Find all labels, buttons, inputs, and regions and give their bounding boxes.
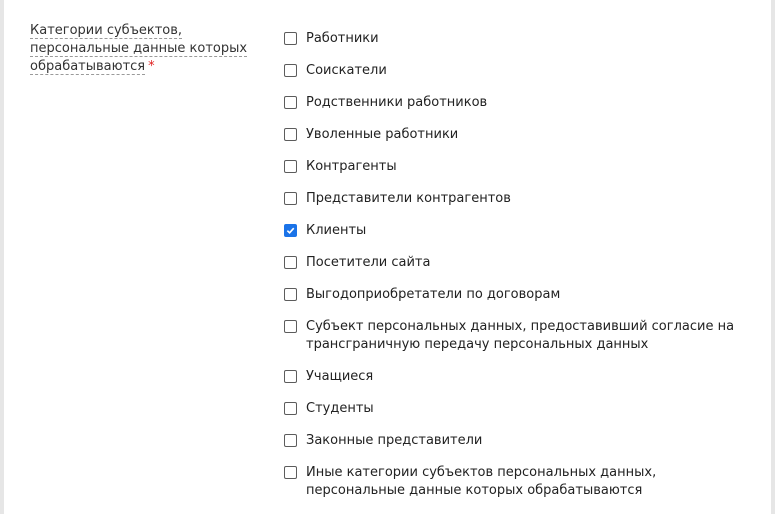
option-worker-relatives[interactable] (284, 94, 754, 112)
option-students[interactable] (284, 400, 754, 418)
checkbox-group (284, 30, 754, 514)
checkbox[interactable] (284, 288, 297, 301)
option-workers[interactable] (284, 30, 754, 48)
option-pupils[interactable] (284, 368, 754, 386)
option-label: Выгодоприобретатели по договорам (306, 287, 561, 302)
option-counterparty-representatives[interactable] (284, 190, 754, 208)
option-beneficiaries[interactable] (284, 286, 754, 304)
checkbox[interactable] (284, 128, 297, 141)
option-label: Посетители сайта (306, 255, 431, 270)
option-label: Иные категории субъектов персональных данных, персональные данные которых обрабатываются (306, 465, 657, 498)
option-counterparties[interactable] (284, 158, 754, 176)
option-label: Уволенные работники (306, 127, 459, 142)
checkbox[interactable] (284, 96, 297, 109)
option-legal-representatives[interactable] (284, 432, 754, 450)
option-site-visitors[interactable] (284, 254, 754, 272)
option-crossborder-consent-subject[interactable] (284, 318, 754, 354)
field-label-text: Категории субъектов, персональные данные которых обрабатываются (30, 23, 248, 74)
option-other-categories[interactable] (284, 464, 754, 500)
checkbox[interactable] (284, 402, 297, 415)
option-applicants[interactable] (284, 62, 754, 80)
option-dismissed-workers[interactable] (284, 126, 754, 144)
option-label: Представители контрагентов (306, 191, 511, 206)
checkbox[interactable] (284, 192, 297, 205)
option-label: Контрагенты (306, 159, 397, 174)
checkbox[interactable] (284, 320, 297, 333)
option-label: Учащиеся (306, 369, 374, 384)
checkbox[interactable] (284, 32, 297, 45)
option-label: Работники (306, 31, 379, 46)
option-label: Студенты (306, 401, 374, 416)
required-marker: * (148, 59, 155, 74)
checkbox[interactable] (284, 370, 297, 383)
checkbox[interactable] (284, 466, 297, 479)
checkbox[interactable] (284, 160, 297, 173)
checkbox[interactable] (284, 256, 297, 269)
option-label: Законные представители (306, 433, 483, 448)
checkbox[interactable] (284, 434, 297, 447)
option-label: Субъект персональных данных, предоставивший согласие на трансграничную передачу персональных данных (306, 319, 735, 352)
option-label: Соискатели (306, 63, 387, 78)
checkbox[interactable] (284, 64, 297, 77)
option-label: Клиенты (306, 223, 367, 238)
option-label: Родственники работников (306, 95, 488, 110)
field-label (30, 22, 280, 76)
checkbox[interactable] (284, 224, 297, 237)
option-clients[interactable] (284, 222, 754, 240)
